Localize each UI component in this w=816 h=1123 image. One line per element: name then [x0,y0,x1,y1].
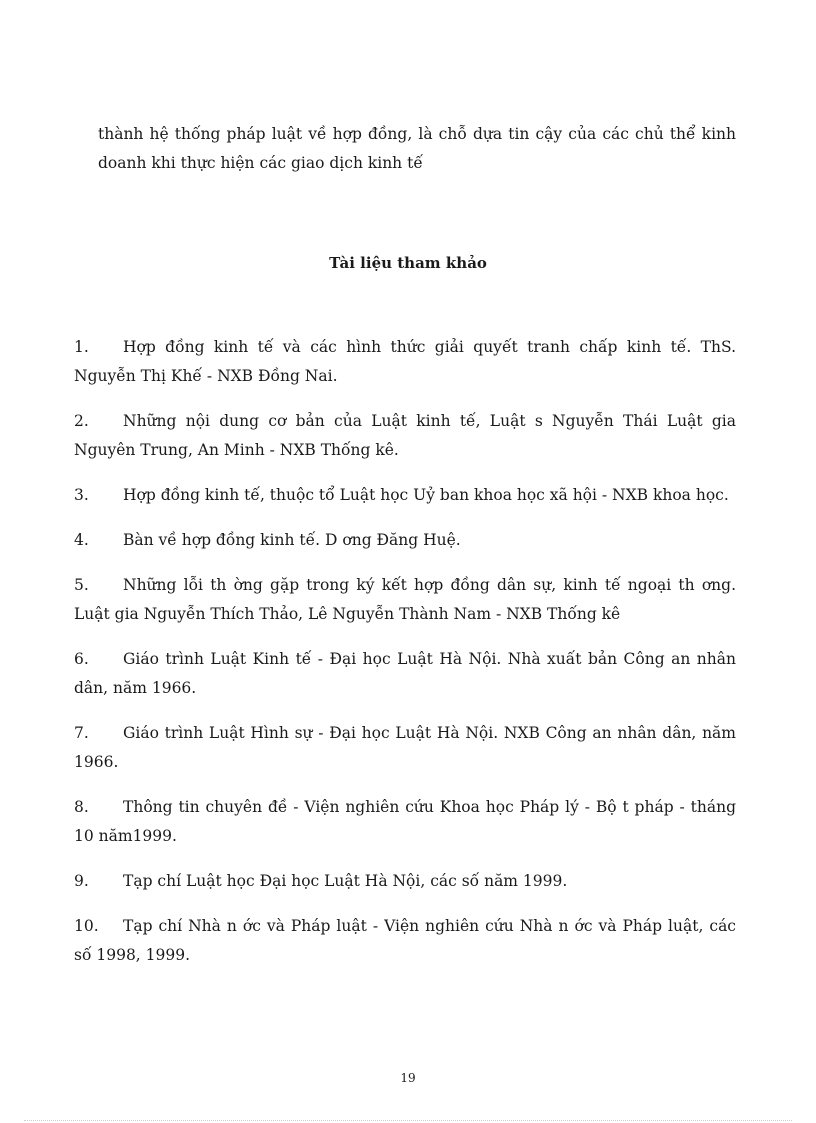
reference-number: 2. [74,412,89,430]
reference-item [74,912,736,970]
reference-text: Giáo trình Luật Hình sự - Đại học Luật Hà Nội. NXB Công an nhân dân, năm 1966. [74,724,736,771]
reference-number: 8. [74,798,89,816]
reference-text: Bàn về hợp đồng kinh tế. D ơng Đăng Huệ. [123,531,461,549]
reference-number: 5. [74,576,89,594]
reference-text: Những lỗi th ờng gặp trong ký kết hợp đồng dân sự, kinh tế ngoại th ơng. Luật gia Nguyễn Thích Thảo, Lê Nguyễn Thành Nam - NXB Thống kê [74,576,736,623]
references-list [74,333,736,986]
reference-item [74,407,736,465]
page-number: 19 [400,1071,416,1085]
reference-item [74,645,736,703]
reference-number: 7. [74,724,89,742]
reference-text: Tạp chí Nhà n ớc và Pháp luật - Viện nghiên cứu Nhà n ớc và Pháp luật, các số 1998, 1999. [74,917,736,964]
reference-number: 4. [74,531,89,549]
intro-paragraph: thành hệ thống pháp luật về hợp đồng, là chỗ dựa tin cậy của các chủ thể kinh doanh khi thực hiện các giao dịch kinh tế [98,124,736,172]
reference-item [74,526,736,555]
reference-number: 6. [74,650,89,668]
reference-number: 1. [74,338,89,356]
reference-item [74,333,736,391]
reference-text: Giáo trình Luật Kinh tế - Đại học Luật Hà Nội. Nhà xuất bản Công an nhân dân, năm 1966. [74,650,736,697]
references-title: Tài liệu tham khảo [329,254,487,272]
reference-item [74,719,736,777]
page-bottom-divider [24,1120,792,1121]
reference-item [74,793,736,851]
reference-number: 3. [74,486,89,504]
reference-text: Tạp chí Luật học Đại học Luật Hà Nội, các số năm 1999. [123,872,568,890]
reference-item [74,867,736,896]
reference-item [74,481,736,510]
reference-number: 10. [74,917,99,935]
reference-text: Hợp đồng kinh tế, thuộc tổ Luật học Uỷ ban khoa học xã hội - NXB khoa học. [123,486,729,504]
reference-text: Hợp đồng kinh tế và các hình thức giải quyết tranh chấp kinh tế. ThS. Nguyễn Thị Khế - NXB Đồng Nai. [74,338,736,385]
reference-item [74,571,736,629]
reference-number: 9. [74,872,89,890]
reference-text: Những nội dung cơ bản của Luật kinh tế, Luật s Nguyễn Thái Luật gia Nguyên Trung, An Minh - NXB Thống kê. [74,412,736,459]
reference-text: Thông tin chuyên đề - Viện nghiên cứu Khoa học Pháp lý - Bộ t pháp - tháng 10 năm1999. [74,798,736,845]
